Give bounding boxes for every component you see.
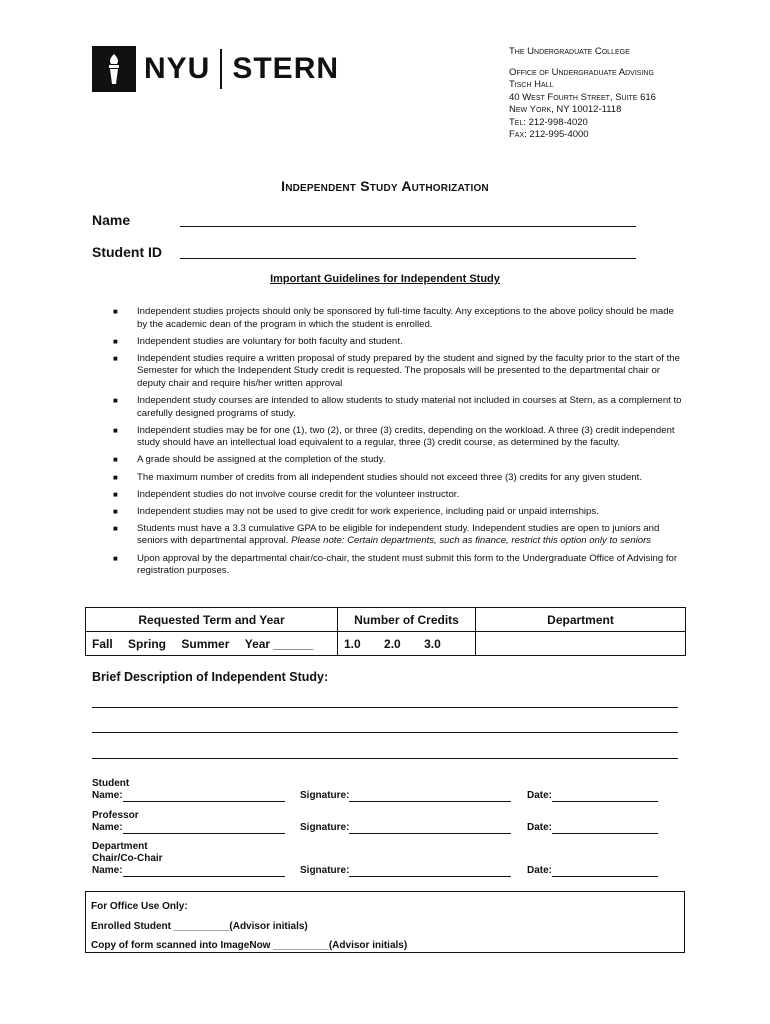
name-label: Name	[92, 212, 131, 228]
enrolled-student-line[interactable]: Enrolled Student __________(Advisor initials)	[91, 920, 308, 932]
credit-1[interactable]: 1.0	[344, 636, 361, 651]
list-item: ■ Independent studies do not involve course credit for the volunteer instructor.	[113, 488, 460, 500]
chair-date-block: Date:	[527, 865, 658, 877]
scanned-copy-line[interactable]: Copy of form scanned into ImageNow __________(Advisor initials)	[91, 940, 408, 951]
telephone: Tel: 212-998-4020	[509, 116, 588, 128]
street-address: 40 West Fourth Street, Suite 616	[509, 91, 656, 103]
brief-line-1[interactable]	[92, 707, 678, 708]
chair-name-field[interactable]	[123, 866, 285, 877]
gpa-note: Please note: Certain departments, such as finance, restrict this option only to seniors	[291, 535, 652, 547]
credit-2[interactable]: 2.0	[384, 636, 401, 651]
list-item: ■ Independent studies projects should only be sponsored by full-time faculty. Any exceptions to the above policy should be made by the academic dean of the program in which the student is enrolled.	[113, 306, 674, 330]
term-options	[86, 632, 338, 656]
credit-options	[338, 632, 476, 656]
student-signature-block: Signature:	[300, 790, 511, 802]
department-header: Department	[476, 608, 686, 632]
list-item: ■ Independent study courses are intended to allow students to study material not included in courses at Stern, as a complement to carefully designed programs of study.	[113, 395, 682, 419]
term-fall[interactable]: Fall	[92, 636, 113, 651]
credit-3[interactable]: 3.0	[424, 636, 441, 651]
brief-description-label: Brief Description of Independent Study:	[92, 670, 329, 684]
professor-date-block: Date:	[527, 822, 658, 834]
chair-signature-block: Signature:	[300, 865, 511, 877]
term-header: Requested Term and Year	[86, 608, 338, 632]
student-name-block: Student Name:	[92, 778, 285, 802]
student-id-field[interactable]	[180, 245, 636, 259]
office-use-box	[85, 891, 685, 953]
list-item: ■ Independent studies may not be used to give credit for work experience, including paid or unpaid internships.	[113, 505, 599, 517]
list-item-gpa: ■ Students must have a 3.3 cumulative GPA to be eligible for independent study. Independent studies are open to juniors and seniors with departmental approval. Please note: Certain departments, such as finance, restrict this option only to seniors	[113, 522, 660, 547]
professor-date-field[interactable]	[552, 823, 658, 834]
request-table	[85, 607, 686, 656]
logo-nyu-text: NYU	[144, 52, 211, 85]
credits-header: Number of Credits	[338, 608, 476, 632]
student-date-block: Date:	[527, 790, 658, 802]
department-field[interactable]	[476, 632, 686, 656]
chair-signature-field[interactable]	[349, 866, 511, 877]
student-date-field[interactable]	[552, 791, 658, 802]
professor-name-field[interactable]	[123, 823, 285, 834]
list-item: ■ The maximum number of credits from all independent studies should not exceed three (3) credits for any given student.	[113, 471, 642, 483]
name-field[interactable]	[180, 213, 636, 227]
student-signature-field[interactable]	[349, 791, 511, 802]
office-use-heading: For Office Use Only:	[91, 901, 188, 912]
logo-stern-text: STERN	[232, 52, 340, 85]
brief-line-2[interactable]	[92, 732, 678, 733]
office-name: Office of Undergraduate Advising	[509, 66, 654, 78]
student-name-field[interactable]	[123, 791, 285, 802]
term-spring[interactable]: Spring	[128, 636, 167, 651]
fax: Fax: 212-995-4000	[509, 129, 589, 140]
guidelines-heading: Important Guidelines for Independent Study	[270, 273, 500, 285]
professor-name-block: Professor Name:	[92, 810, 285, 834]
brief-line-3[interactable]	[92, 758, 678, 759]
term-summer[interactable]: Summer	[181, 636, 230, 651]
building-name: Tisch Hall	[509, 79, 554, 90]
nyu-stern-logo	[92, 46, 339, 92]
guidelines-list	[113, 306, 683, 582]
page-title: Independent Study Authorization	[281, 178, 489, 194]
chair-date-field[interactable]	[552, 866, 658, 877]
list-item: ■ Upon approval by the departmental chair/co-chair, the student must submit this form to the Undergraduate Office of Advising for registration purposes.	[113, 552, 678, 577]
professor-signature-block: Signature:	[300, 822, 511, 834]
student-id-label: Student ID	[92, 244, 162, 260]
professor-signature-field[interactable]	[349, 823, 511, 834]
list-item: ■ Independent studies require a written proposal of study prepared by the student and signed by the faculty prior to the start of the Semester for which the Independent Study credit is requested. The proposals will be presented to the departmental chair or deputy chair and require his/her written approval	[113, 352, 680, 389]
list-item: ■ Independent studies are voluntary for both faculty and student.	[113, 335, 403, 347]
city-address: New York, NY 10012-1118	[509, 104, 622, 115]
address-block	[509, 46, 656, 142]
college-name: The Undergraduate College	[509, 46, 630, 57]
list-item: ■ A grade should be assigned at the completion of the study.	[113, 454, 386, 466]
chair-name-block: Department Chair/Co-Chair Name:	[92, 841, 285, 877]
list-item: ■ Independent studies may be for one (1), two (2), or three (3) credits, depending on the workload. A three (3) credit independent study should have an intellectual load equivalent to a regular, three (3) credit course, as determined by the faculty.	[113, 424, 675, 449]
torch-icon	[92, 46, 136, 92]
year-field[interactable]: Year ______	[244, 636, 314, 651]
logo-divider	[220, 49, 222, 89]
